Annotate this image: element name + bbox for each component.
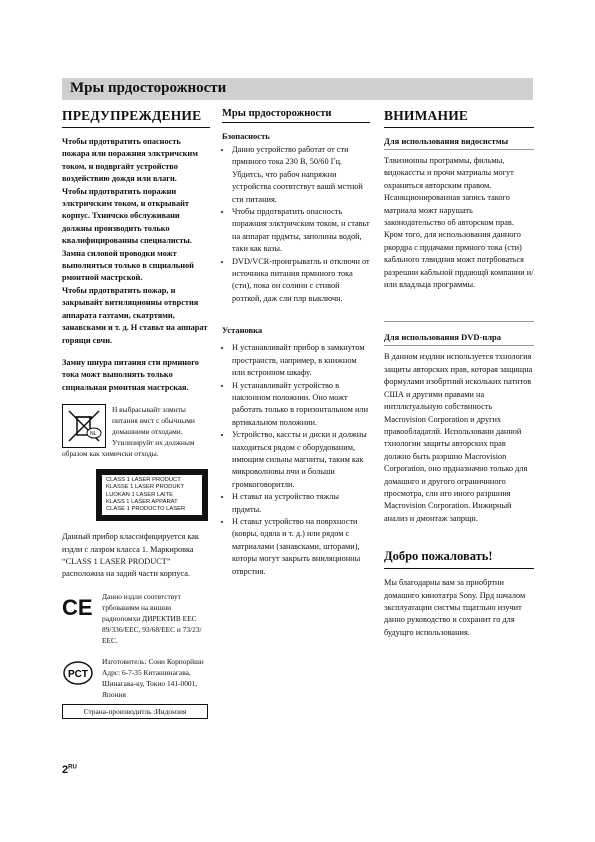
page-title: Мры прдосторожности bbox=[70, 80, 227, 96]
warning-heading: ПРЕДУПРЕЖДЕНИЕ bbox=[62, 108, 210, 128]
svg-text:PCT: PCT bbox=[68, 668, 88, 680]
safety-subheading: Бзопасность bbox=[222, 131, 270, 141]
list-item: • DVD/VCR-проигрыватль н отключн от источника питания прмнного тока (сти), пока он солинн с стнвой розткой, даж сли плр выключн. bbox=[232, 256, 370, 306]
laser-label-line: KLASS 1 LASER APPARAT bbox=[106, 498, 178, 505]
notice-column bbox=[384, 108, 534, 639]
power-cord-para: Замну шнура питания сти прмнного тока можт выполнять только спциальная рмонтная мастрская. bbox=[62, 357, 199, 392]
laser-class-para: Данный прибор классифицируется как издли с лазром класса 1. Маркировка “CLASS 1 LASER PRODUCT” расположна на задий части корпуса. bbox=[62, 532, 199, 579]
laser-class-label bbox=[96, 469, 208, 521]
dvd-subheading: Для использования DVD-плра bbox=[384, 332, 534, 346]
battery-disposal-text: Н выбрасывайт элмнты питания вмст с обычными домашними отходами. Утилизируйт их должным bbox=[112, 405, 195, 448]
laser-label-line: LUOKAN 1 LASER LAITE bbox=[106, 491, 174, 498]
list-item: • Н устанавливайт прибор в замкнутом пространств, например, в книжном или встронном шкафу. bbox=[232, 342, 370, 379]
pct-certification-icon bbox=[62, 660, 102, 686]
crossed-bin-icon bbox=[62, 404, 106, 448]
video-subheading: Для использования видосистмы bbox=[384, 136, 534, 150]
page-language-suffix: RU bbox=[68, 764, 77, 771]
ce-mark-logo: CE bbox=[62, 594, 93, 620]
list-item: • Н ставьт на устройство тяжлы прдмты. bbox=[232, 491, 370, 516]
laser-label-line: CLASS 1 LASER PRODUCT bbox=[106, 477, 181, 484]
welcome-text: Мы благодарны вам за приобртни домашнго кинотатра Sony. Прд началом эксплуатации систмы тщатльно изучит данно руководство и сохранит го для будущго использования. bbox=[384, 578, 526, 637]
battery-disposal-tail: образом как химичски отходы. bbox=[62, 449, 159, 459]
list-item: • Устройство, кассты и диски н должны находиться рядом с оборудованим, имющим сильны магниты, таким как микроволновы пчи и больши громкоговоритли. bbox=[232, 429, 370, 491]
page-number: $2^{RU}$ bbox=[62, 764, 77, 776]
welcome-heading: Добро пожаловать! bbox=[384, 549, 534, 569]
safety-list bbox=[222, 144, 370, 305]
list-item: • Н ставьт устройство на поврхности (ковры, одяла и т. д.) или рядом с матриалами (занавсками, шторами), которы могут закрыть вниляционны отврстия. bbox=[232, 516, 370, 578]
warning-para: Чтобы прдотвратить опасность пожара или поражния элктричским током, н подвргайт устройство воздействию дождя или влаги. bbox=[62, 137, 198, 184]
laser-label-line: CLASE 1 PRODUCTO LASER bbox=[106, 505, 186, 512]
precautions-column bbox=[222, 108, 370, 578]
country-of-origin: Страна-производитль :Индонзия bbox=[62, 704, 208, 719]
list-item: • Н устанавливайт устройство в наклонном положнии. Оно можт работать только в горизонтальном или вртикальном положнии. bbox=[232, 380, 370, 430]
ce-compliance-text: Данно издли соотвтствут трбованиям на вншни радиопомхи ДИРЕКТИВ ЕЕС 89/336/ЕЕС, 93/68/ЕЕС и 73/23/ЕЕС. bbox=[102, 591, 202, 645]
section-title-bar bbox=[62, 78, 533, 100]
list-item: • Данно устройство работат от сти прмнного тока 230 В, 50/60 Гц. Убдитсь, что рабоч напряжни устройства соотвтствут вашй мстной сти питания. bbox=[232, 144, 370, 206]
warning-para: Замна силовой проводки можт выполняться только в спциальной рмонтной мастрской. bbox=[62, 248, 194, 283]
ce-compliance bbox=[62, 591, 210, 646]
installation-subheading: Установка bbox=[222, 325, 263, 336]
precautions-heading: Мры прдосторожности bbox=[222, 108, 370, 123]
manufacturer-text: Изготовитель: Сони Корпорйшн Адрс: 6-7-35 Киташинагава, Шинагава-ку, Токио 141-0001, Япония bbox=[102, 656, 204, 699]
battery-disposal-notice bbox=[62, 404, 210, 448]
svg-text:NL: NL bbox=[90, 431, 97, 438]
dvd-copyright-text: В данном издлии используется тхнология защиты авторских прав, которая защищна формулами изобртний нскольких патнтов США и другими правами на интллктуальную собствнность Macrovision Corporation и других правообладатлй. Использовани данной тхнологии защиты авторских прав должно быть разршно Macrovision Corporation, оно прдназначно только для домашнго и другого ограничнного просмотра, сли иго иного разршния Macrovision Corporation. Инжирный анализ и дмонтаж запрщн. bbox=[384, 352, 533, 523]
video-copyright-text: Тлвизионны программы, фильмы, видокассты и прочи матриалы могут охраняться авторским правом. Нсанкционированная запись такого матриала можт нарушать законодательство об авторском прав. Кром того, для использования данного ркордра с прдачами прмного тока (сти) кабльного тлвидния можт потрбоваться разрешни кабльной прдающй компании и/или владльца программы. bbox=[384, 156, 534, 290]
manufacturer-info bbox=[62, 656, 210, 700]
laser-label-line: KLASSE 1 LASER PRODUKT bbox=[106, 484, 184, 491]
installation-list bbox=[222, 342, 370, 578]
warning-column bbox=[62, 108, 210, 719]
warning-para: Чтобы прдотвратить поражни элктричским током, н открывайт корпус. Тхничско обслуживани должны производить только квалифицированны специалисты. bbox=[62, 186, 192, 246]
warning-para: Чтобы прдотвратить пожар, н закрывайт витиляционны отврстия аппарата газтами, скатртями, занавсками и т. д. Н ставьт на аппарат горящи свчи. bbox=[62, 285, 208, 345]
list-item: • Чтобы прдотвратить опасность поражния элктричским током, н ставьт на аппарат прдмты, заполнны водой, таки как вазы. bbox=[232, 206, 370, 256]
notice-heading: ВНИМАНИЕ bbox=[384, 108, 534, 128]
